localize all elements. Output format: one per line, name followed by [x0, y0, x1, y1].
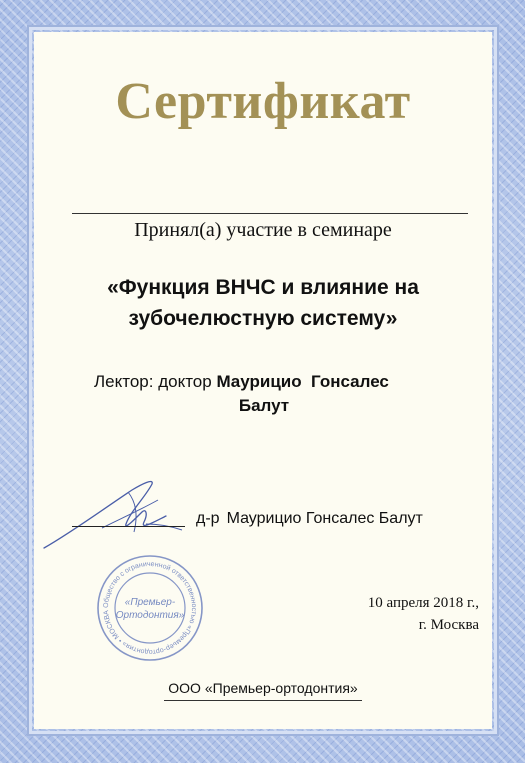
bottom-divider — [164, 700, 362, 701]
lecturer-prefix: Лектор: доктор — [94, 372, 212, 391]
certificate-paper — [34, 32, 492, 729]
date-block — [339, 592, 479, 636]
issue-city: г. Москва — [418, 617, 479, 633]
lecturer-block — [94, 370, 454, 418]
stamp-ring-text: Общество с ограниченной ответственностью «Премьер-ортодонтия» • МОСКВА — [102, 560, 198, 656]
stamp-center-line1: «Премьер- — [124, 597, 176, 608]
signature-image — [42, 472, 192, 552]
lecturer-name: Маурицио Гонсалес — [216, 372, 389, 391]
stamp-center-line2: Ортодонтия» — [115, 610, 185, 621]
signatory — [196, 510, 430, 528]
lecturer-surname: Балут — [238, 396, 290, 415]
participated-text: Принял(а) участие в семинаре — [134, 219, 392, 241]
seminar-title — [34, 272, 492, 334]
certificate-title: Сертификат — [115, 73, 411, 130]
seminar-title-line2: зубочелюстную систему» — [128, 307, 398, 330]
issue-date: 10 апреля 2018 г., — [367, 595, 479, 611]
seminar-title-line1: «Функция ВНЧС и влияние на — [107, 276, 419, 299]
top-divider — [72, 213, 468, 214]
company-stamp — [94, 552, 206, 664]
company-name: ООО «Премьер-ортодонтия» — [168, 680, 358, 696]
signatory-name: Маурицио Гонсалес Балут — [226, 510, 423, 527]
signature-line — [72, 526, 185, 527]
signatory-title: д-р — [196, 510, 220, 527]
